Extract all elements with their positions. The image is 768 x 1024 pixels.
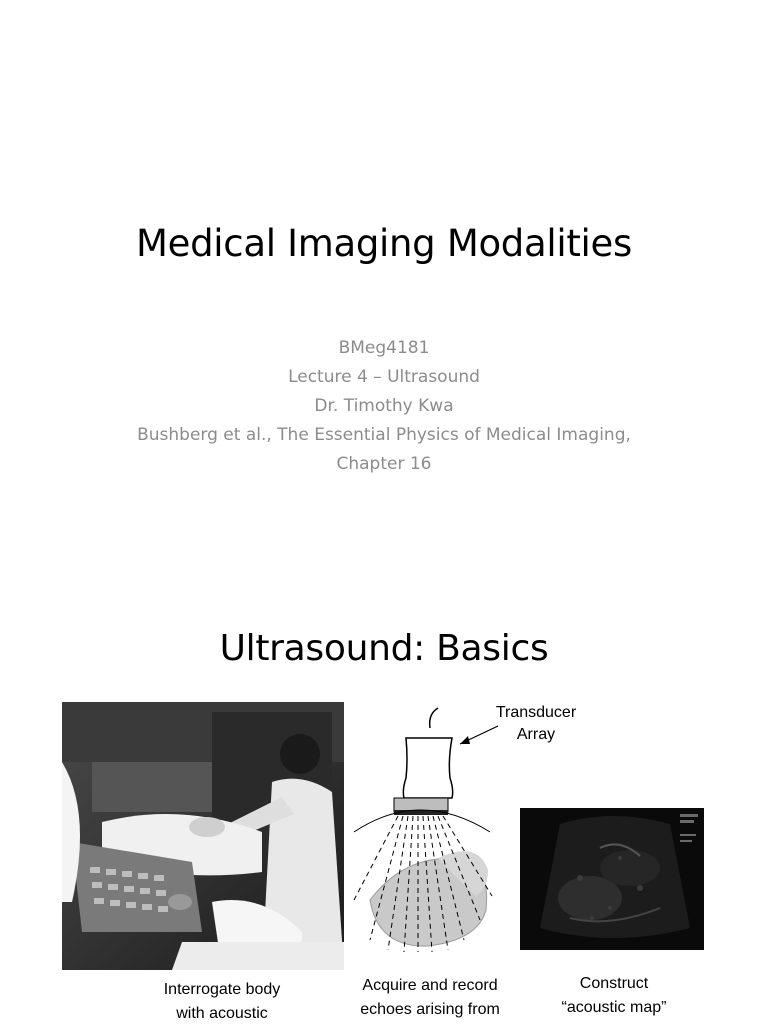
slide-2: [0, 576, 768, 1024]
caption-interrogate: [112, 978, 332, 1024]
caption-construct: [524, 972, 704, 1020]
transducer-array-label: [476, 702, 596, 746]
slide-subtitle: [0, 334, 768, 479]
reference-line-2: Chapter 16: [336, 454, 432, 474]
label-line-2: Array: [516, 726, 556, 743]
caption-line: Acquire and record: [362, 977, 498, 994]
instructor-name: Dr. Timothy Kwa: [314, 396, 454, 416]
reference-line-1: Bushberg et al., The Essential Physics of Medical Imaging,: [137, 425, 631, 445]
caption-line: Construct: [579, 975, 649, 992]
caption-line: echoes arising from: [360, 1001, 500, 1018]
ultrasound-exam-photo: [62, 702, 344, 970]
ultrasound-scan-image: [520, 808, 704, 950]
label-line-1: Transducer: [495, 704, 577, 721]
caption-acquire: [330, 974, 530, 1022]
slide-title: Medical Imaging Modalities: [136, 222, 632, 265]
caption-line: “acoustic map”: [561, 999, 667, 1016]
lecture-name: Lecture 4 – Ultrasound: [288, 367, 480, 387]
caption-line: with acoustic: [176, 1005, 268, 1022]
slide-title: Ultrasound: Basics: [219, 628, 549, 669]
course-code: BMeg4181: [338, 338, 430, 358]
caption-line: Interrogate body: [163, 981, 281, 998]
